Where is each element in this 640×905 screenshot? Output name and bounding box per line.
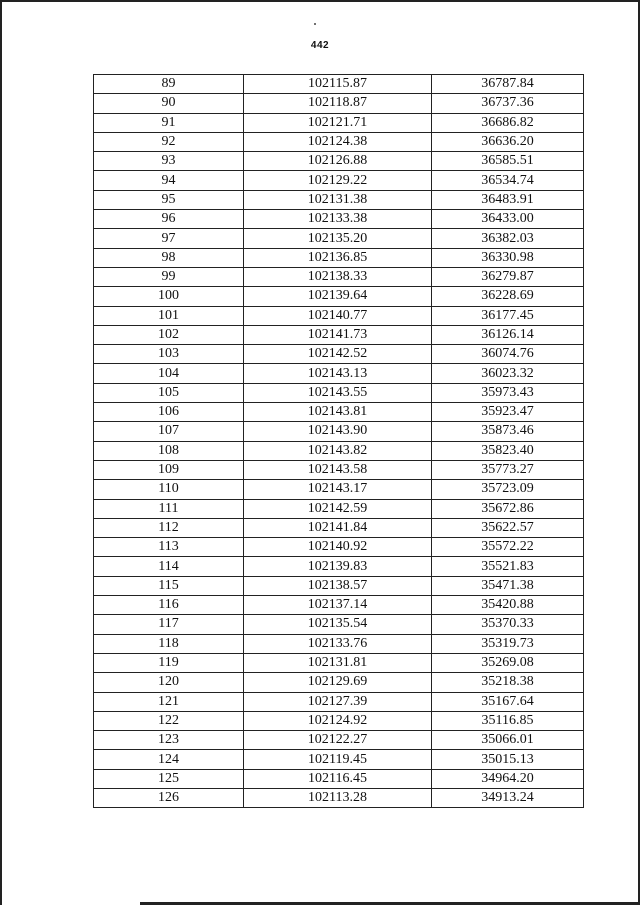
table-row [94, 692, 584, 711]
y-coordinate-cell: 36686.82 [432, 113, 584, 132]
point-number-cell: 120 [94, 673, 244, 692]
table-row [94, 113, 584, 132]
y-coordinate-cell: 36737.36 [432, 94, 584, 113]
y-coordinate-cell: 35420.88 [432, 596, 584, 615]
y-coordinate-cell: 36787.84 [432, 75, 584, 94]
x-coordinate-cell: 102138.57 [244, 576, 432, 595]
table-row [94, 460, 584, 479]
point-number-cell: 107 [94, 422, 244, 441]
x-coordinate-cell: 102142.59 [244, 499, 432, 518]
point-number-cell: 104 [94, 364, 244, 383]
y-coordinate-cell: 36585.51 [432, 152, 584, 171]
y-coordinate-cell: 35723.09 [432, 480, 584, 499]
point-number-cell: 98 [94, 248, 244, 267]
y-coordinate-cell: 36382.03 [432, 229, 584, 248]
table-row [94, 171, 584, 190]
x-coordinate-cell: 102143.82 [244, 441, 432, 460]
point-number-cell: 122 [94, 711, 244, 730]
y-coordinate-cell: 35622.57 [432, 518, 584, 537]
x-coordinate-cell: 102131.38 [244, 190, 432, 209]
point-number-cell: 113 [94, 538, 244, 557]
table-row [94, 325, 584, 344]
table-row [94, 518, 584, 537]
x-coordinate-cell: 102143.55 [244, 383, 432, 402]
table-row [94, 750, 584, 769]
table-row [94, 634, 584, 653]
point-number-cell: 125 [94, 769, 244, 788]
y-coordinate-cell: 35572.22 [432, 538, 584, 557]
y-coordinate-cell: 35066.01 [432, 731, 584, 750]
x-coordinate-cell: 102143.17 [244, 480, 432, 499]
y-coordinate-cell: 36330.98 [432, 248, 584, 267]
point-number-cell: 95 [94, 190, 244, 209]
y-coordinate-cell: 36534.74 [432, 171, 584, 190]
x-coordinate-cell: 102139.64 [244, 287, 432, 306]
y-coordinate-cell: 35521.83 [432, 557, 584, 576]
y-coordinate-cell: 35773.27 [432, 460, 584, 479]
table-row [94, 190, 584, 209]
x-coordinate-cell: 102135.54 [244, 615, 432, 634]
y-coordinate-cell: 36023.32 [432, 364, 584, 383]
y-coordinate-cell: 36074.76 [432, 345, 584, 364]
table-row [94, 383, 584, 402]
x-coordinate-cell: 102121.71 [244, 113, 432, 132]
y-coordinate-cell: 35471.38 [432, 576, 584, 595]
x-coordinate-cell: 102133.76 [244, 634, 432, 653]
y-coordinate-cell: 35015.13 [432, 750, 584, 769]
table-row [94, 788, 584, 807]
point-number-cell: 111 [94, 499, 244, 518]
y-coordinate-cell: 36177.45 [432, 306, 584, 325]
y-coordinate-cell: 36483.91 [432, 190, 584, 209]
x-coordinate-cell: 102133.38 [244, 210, 432, 229]
x-coordinate-cell: 102131.81 [244, 653, 432, 672]
x-coordinate-cell: 102143.81 [244, 403, 432, 422]
x-coordinate-cell: 102143.90 [244, 422, 432, 441]
x-coordinate-cell: 102127.39 [244, 692, 432, 711]
point-number-cell: 118 [94, 634, 244, 653]
point-number-cell: 91 [94, 113, 244, 132]
point-number-cell: 123 [94, 731, 244, 750]
table-row [94, 94, 584, 113]
point-number-cell: 100 [94, 287, 244, 306]
point-number-cell: 126 [94, 788, 244, 807]
point-number-cell: 121 [94, 692, 244, 711]
x-coordinate-cell: 102124.92 [244, 711, 432, 730]
x-coordinate-cell: 102135.20 [244, 229, 432, 248]
point-number-cell: 119 [94, 653, 244, 672]
point-number-cell: 101 [94, 306, 244, 325]
x-coordinate-cell: 102122.27 [244, 731, 432, 750]
x-coordinate-cell: 102141.73 [244, 325, 432, 344]
x-coordinate-cell: 102142.52 [244, 345, 432, 364]
y-coordinate-cell: 34913.24 [432, 788, 584, 807]
x-coordinate-cell: 102118.87 [244, 94, 432, 113]
table-row [94, 132, 584, 151]
y-coordinate-cell: 35167.64 [432, 692, 584, 711]
scan-speck [314, 23, 316, 25]
page-number: 442 [310, 40, 330, 51]
y-coordinate-cell: 35973.43 [432, 383, 584, 402]
x-coordinate-cell: 102143.13 [244, 364, 432, 383]
point-number-cell: 93 [94, 152, 244, 171]
table-row [94, 345, 584, 364]
point-number-cell: 94 [94, 171, 244, 190]
table-row [94, 615, 584, 634]
table-row [94, 576, 584, 595]
point-number-cell: 114 [94, 557, 244, 576]
x-coordinate-cell: 102140.77 [244, 306, 432, 325]
x-coordinate-cell: 102136.85 [244, 248, 432, 267]
table-row [94, 769, 584, 788]
x-coordinate-cell: 102116.45 [244, 769, 432, 788]
point-number-cell: 116 [94, 596, 244, 615]
point-number-cell: 99 [94, 267, 244, 286]
y-coordinate-cell: 36228.69 [432, 287, 584, 306]
point-number-cell: 89 [94, 75, 244, 94]
point-number-cell: 108 [94, 441, 244, 460]
x-coordinate-cell: 102137.14 [244, 596, 432, 615]
table-row [94, 480, 584, 499]
x-coordinate-cell: 102115.87 [244, 75, 432, 94]
table-row [94, 731, 584, 750]
x-coordinate-cell: 102124.38 [244, 132, 432, 151]
y-coordinate-cell: 36279.87 [432, 267, 584, 286]
table-row [94, 287, 584, 306]
point-number-cell: 102 [94, 325, 244, 344]
table-row [94, 557, 584, 576]
point-number-cell: 90 [94, 94, 244, 113]
table-row [94, 229, 584, 248]
y-coordinate-cell: 35319.73 [432, 634, 584, 653]
point-number-cell: 96 [94, 210, 244, 229]
point-number-cell: 117 [94, 615, 244, 634]
y-coordinate-cell: 35218.38 [432, 673, 584, 692]
y-coordinate-cell: 34964.20 [432, 769, 584, 788]
x-coordinate-cell: 102139.83 [244, 557, 432, 576]
y-coordinate-cell: 35672.86 [432, 499, 584, 518]
table-row [94, 75, 584, 94]
table-row [94, 653, 584, 672]
coordinates-table [93, 74, 584, 808]
y-coordinate-cell: 36126.14 [432, 325, 584, 344]
x-coordinate-cell: 102129.69 [244, 673, 432, 692]
point-number-cell: 97 [94, 229, 244, 248]
y-coordinate-cell: 36636.20 [432, 132, 584, 151]
table-row [94, 538, 584, 557]
y-coordinate-cell: 35116.85 [432, 711, 584, 730]
y-coordinate-cell: 35370.33 [432, 615, 584, 634]
point-number-cell: 115 [94, 576, 244, 595]
point-number-cell: 105 [94, 383, 244, 402]
table-row [94, 403, 584, 422]
table-row [94, 673, 584, 692]
table-row [94, 267, 584, 286]
point-number-cell: 124 [94, 750, 244, 769]
table-row [94, 152, 584, 171]
y-coordinate-cell: 35269.08 [432, 653, 584, 672]
point-number-cell: 106 [94, 403, 244, 422]
table-row [94, 210, 584, 229]
table-row [94, 499, 584, 518]
x-coordinate-cell: 102140.92 [244, 538, 432, 557]
x-coordinate-cell: 102138.33 [244, 267, 432, 286]
point-number-cell: 112 [94, 518, 244, 537]
point-number-cell: 103 [94, 345, 244, 364]
x-coordinate-cell: 102141.84 [244, 518, 432, 537]
x-coordinate-cell: 102129.22 [244, 171, 432, 190]
table-row [94, 248, 584, 267]
table-row [94, 422, 584, 441]
table-row [94, 306, 584, 325]
point-number-cell: 109 [94, 460, 244, 479]
x-coordinate-cell: 102126.88 [244, 152, 432, 171]
point-number-cell: 92 [94, 132, 244, 151]
x-coordinate-cell: 102143.58 [244, 460, 432, 479]
table-row [94, 596, 584, 615]
x-coordinate-cell: 102119.45 [244, 750, 432, 769]
y-coordinate-cell: 36433.00 [432, 210, 584, 229]
y-coordinate-cell: 35873.46 [432, 422, 584, 441]
table-row [94, 441, 584, 460]
y-coordinate-cell: 35823.40 [432, 441, 584, 460]
coordinates-table-body [94, 75, 584, 808]
x-coordinate-cell: 102113.28 [244, 788, 432, 807]
point-number-cell: 110 [94, 480, 244, 499]
y-coordinate-cell: 35923.47 [432, 403, 584, 422]
table-row [94, 711, 584, 730]
table-row [94, 364, 584, 383]
